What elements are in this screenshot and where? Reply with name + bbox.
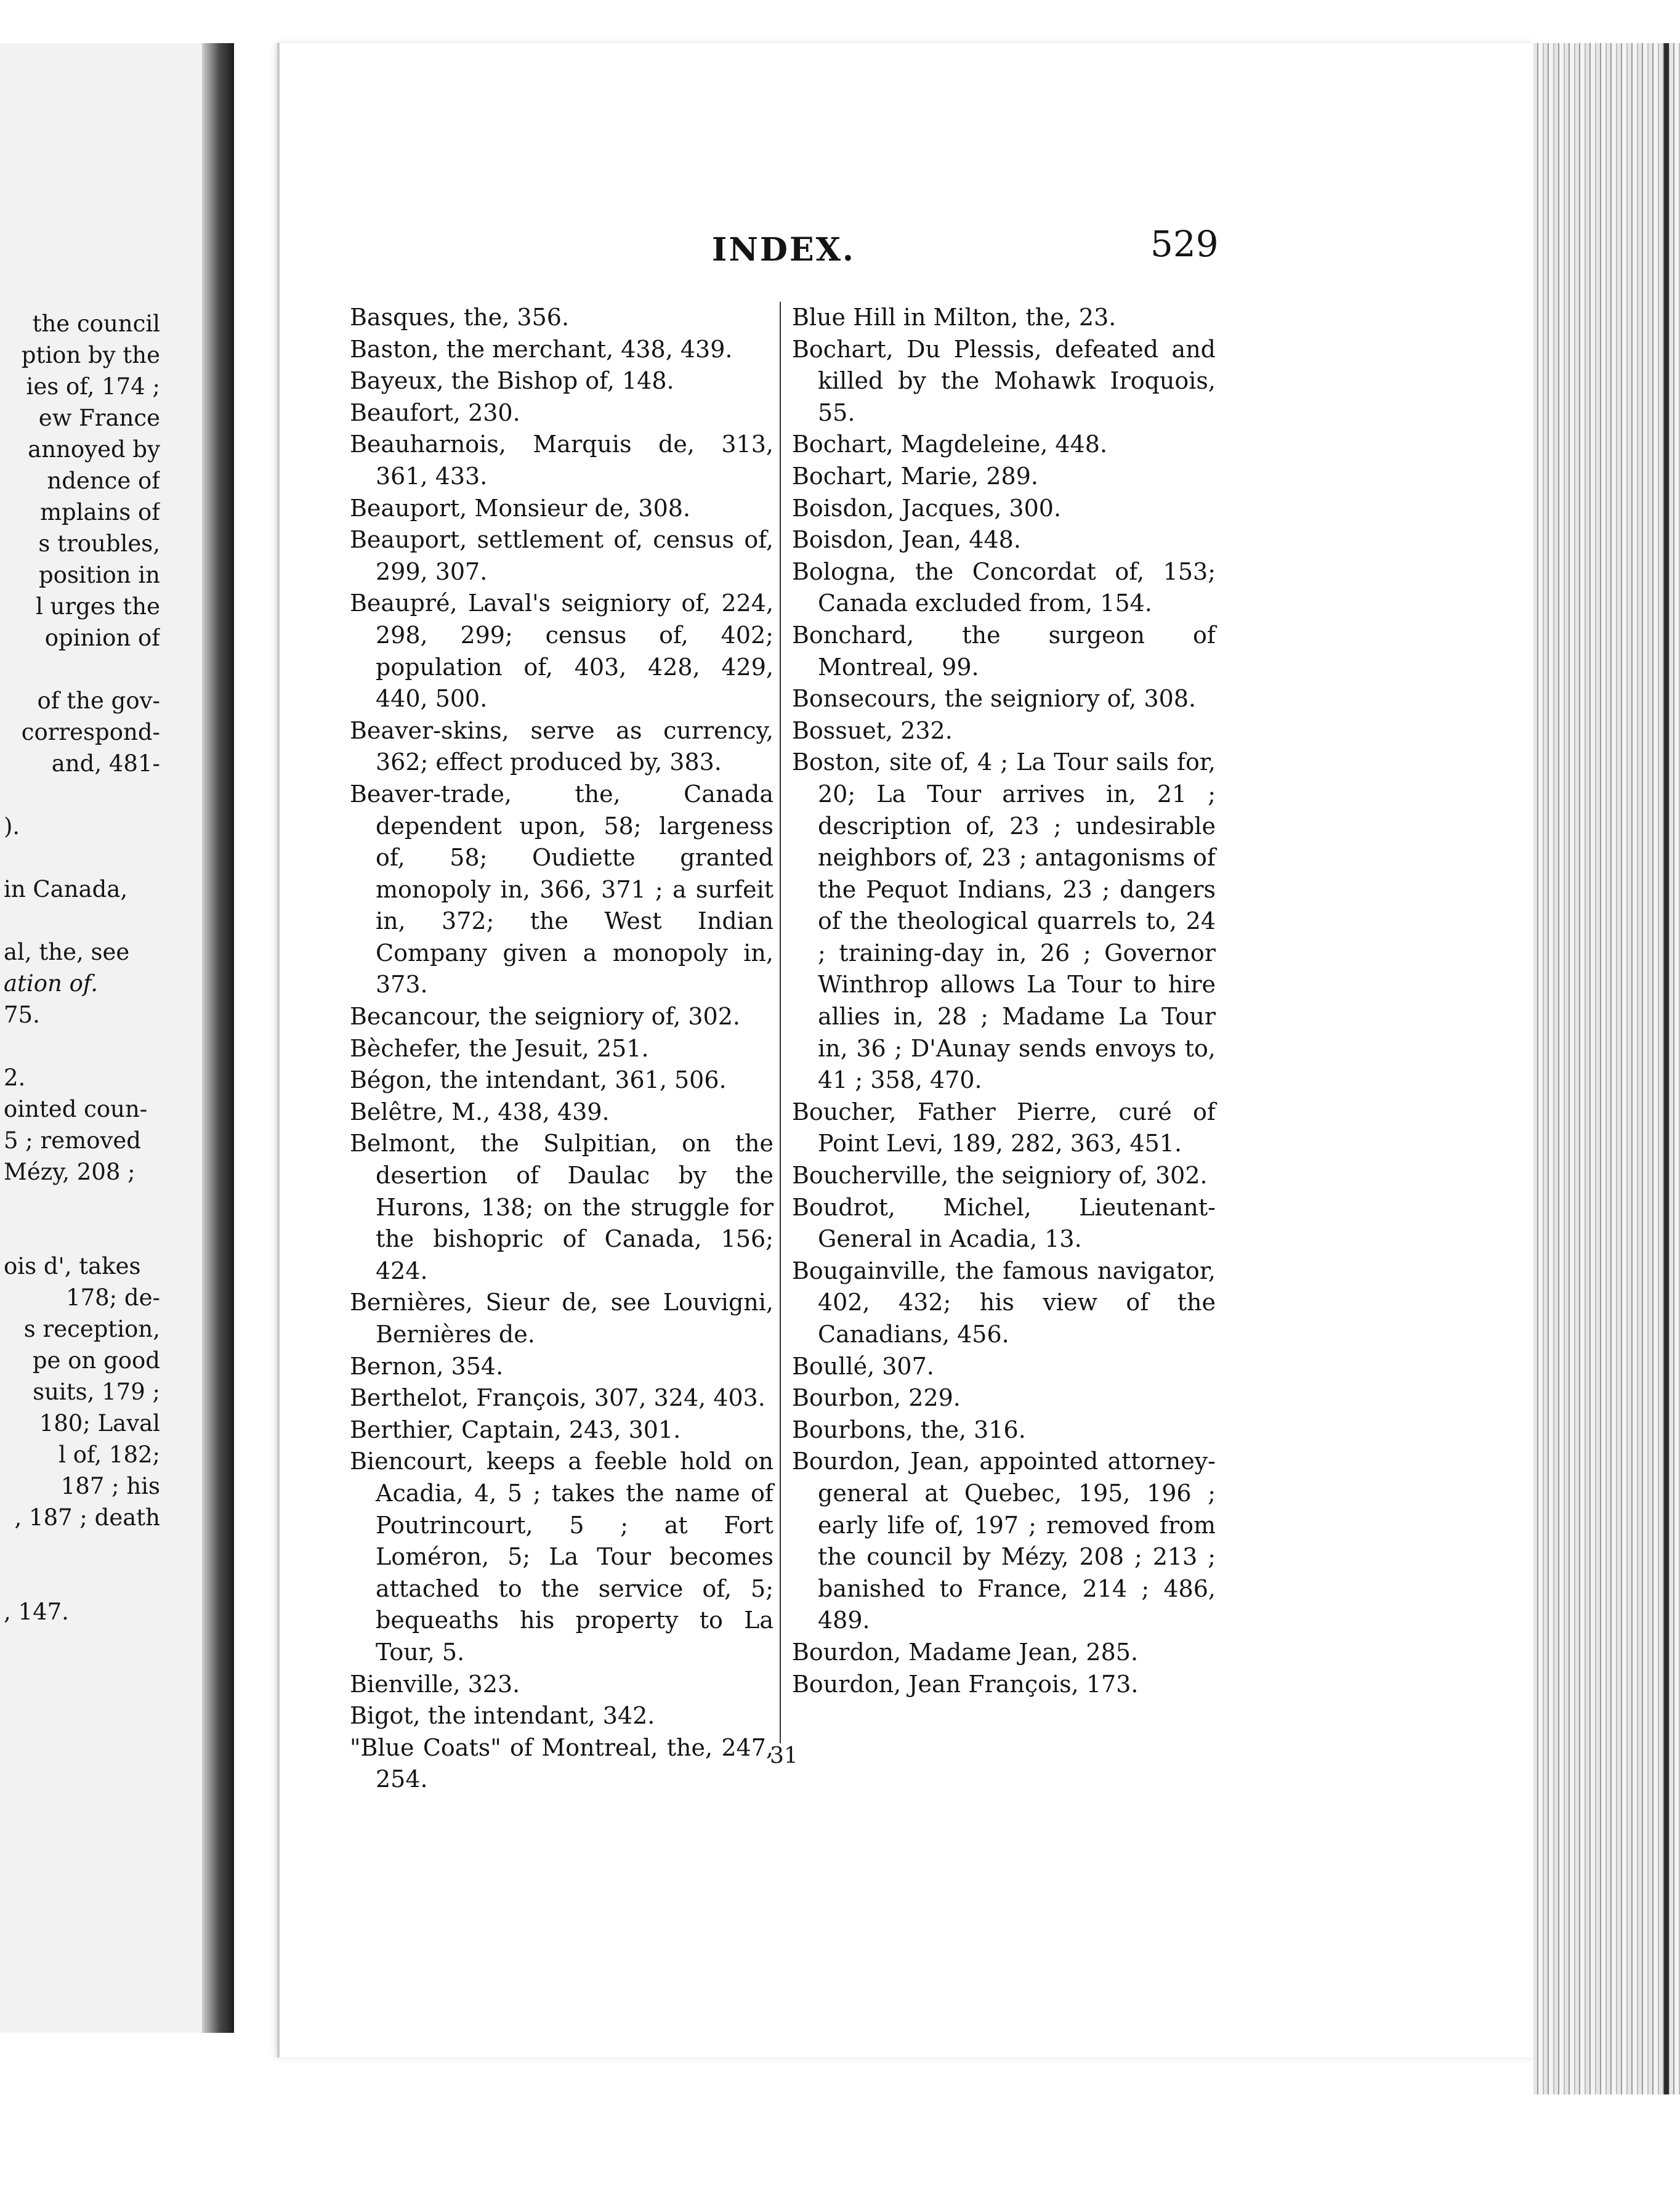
left-line: pe on good [32, 1347, 160, 1374]
index-entry: Beaver-skins, serve as currency, 362; effect produced by, 383. [350, 716, 773, 776]
left-line: l of, 182; [59, 1441, 160, 1468]
index-entry: Boucher, Father Pierre, curé of Point Levi, 189, 282, 363, 451. [792, 1098, 1216, 1157]
index-entry: Boisdon, Jacques, 300. [792, 494, 1062, 522]
left-line: annoyed by [28, 436, 160, 463]
index-entry: Beauport, Monsieur de, 308. [350, 494, 691, 522]
left-line: Mézy, 208 ; [4, 1159, 135, 1185]
left-line: 180; Laval [39, 1410, 160, 1437]
book-gutter-shadow [202, 43, 234, 2033]
left-line: ation of. [4, 970, 99, 997]
index-entry: Bourbons, the, 316. [792, 1416, 1026, 1443]
index-entry: Bologna, the Concordat of, 153; Canada excluded from, 154. [792, 557, 1216, 617]
index-entry: Bernon, 354. [350, 1352, 504, 1380]
index-entry: Boudrot, Michel, Lieutenant-General in Acadia, 13. [792, 1193, 1216, 1253]
index-entry: Bigot, the intendant, 342. [350, 1702, 655, 1730]
index-entry: Bourdon, Madame Jean, 285. [792, 1638, 1139, 1666]
left-line-gap [0, 1031, 160, 1062]
index-entry: Bayeux, the Bishop of, 148. [350, 367, 674, 395]
index-entry: Boston, site of, 4 ; La Tour sails for, 20; La Tour arrives in, 21 ; description of, 23 ; undesirable neighbors of, 23 ; antagonisms of the Pequot Indians, 23 ; dangers of the theological quarrels to, 24 ; training-day in, 26 ; Governor Winthrop allows La Tour to hire allies in, 28 ; Madame La Tour in, 36 ; D'Aunay sends envoys to, 41 ; 358, 470. [792, 748, 1216, 1094]
left-line: 178; de- [66, 1284, 160, 1311]
left-line: ointed coun- [4, 1096, 148, 1122]
index-entry: Bernières, Sieur de, see Louvigni, Bernières de. [350, 1289, 773, 1348]
left-line: ois d', takes [4, 1253, 141, 1279]
left-line: 5 ; removed [4, 1127, 141, 1154]
index-entry: Berthier, Captain, 243, 301. [350, 1416, 681, 1443]
index-entry: Bienville, 323. [350, 1670, 520, 1698]
index-entry: Bonsecours, the seigniory of, 308. [792, 685, 1197, 713]
page-edge [1533, 43, 1680, 2094]
index-entry: Bochart, Magdeleine, 448. [792, 431, 1108, 458]
left-line-gap [0, 1188, 160, 1219]
left-line: , 187 ; death [14, 1504, 160, 1531]
index-entry: Beauharnois, Marquis de, 313, 361, 433. [350, 431, 773, 490]
index-entry: Becancour, the seigniory of, 302. [350, 1003, 740, 1031]
index-column-left [350, 302, 773, 1796]
index-entry: Boucherville, the seigniory of, 302. [792, 1162, 1208, 1190]
left-line: correspond- [21, 719, 160, 745]
index-entry: Biencourt, keeps a feeble hold on Acadia, 4, 5 ; takes the name of Poutrincourt, 5 ; at Fort Loméron, 5; La Tour becomes attached to the service of, 5; bequeaths his property to La Tour, 5. [350, 1448, 773, 1666]
index-entry: Bochart, Marie, 289. [792, 462, 1038, 490]
page-number: 529 [1150, 223, 1219, 265]
column-rule [780, 302, 781, 1743]
left-line: suits, 179 ; [33, 1379, 160, 1405]
index-entry: Beauport, settlement of, census of, 299, 307. [350, 526, 773, 585]
index-entry: Bourdon, Jean François, 173. [792, 1670, 1139, 1698]
left-line: ies of, 174 ; [26, 373, 160, 400]
left-line: 187 ; his [60, 1473, 160, 1499]
left-line-gap [0, 654, 160, 685]
index-entry: Boullé, 307. [792, 1352, 934, 1380]
index-entry: Baston, the merchant, 438, 439. [350, 335, 733, 363]
left-line: s reception, [23, 1316, 160, 1342]
index-entry: Bonchard, the surgeon of Montreal, 99. [792, 621, 1216, 681]
book-spine-edge [1664, 43, 1669, 2094]
left-line-gap [0, 1219, 160, 1251]
left-line: ew France [38, 405, 160, 431]
left-line: in Canada, [4, 876, 128, 902]
left-line: and, 481- [51, 750, 160, 777]
index-entry: Beaver-trade, the, Canada dependent upon, 58; largeness of, 58; Oudiette granted monopoly in, 366, 371 ; a surfeit in, 372; the West Indian Company given a monopoly in, 373. [350, 780, 773, 999]
page-title: INDEX. [712, 231, 856, 269]
left-line: l urges the [35, 593, 160, 620]
left-line: 75. [4, 1002, 40, 1028]
index-entry: Bougainville, the famous navigator, 402, 432; his view of the Canadians, 456. [792, 1257, 1216, 1348]
index-entry: Berthelot, François, 307, 324, 403. [350, 1384, 765, 1412]
left-page-text [0, 308, 160, 1628]
left-line-gap [0, 1565, 160, 1596]
left-line-gap [0, 1533, 160, 1565]
index-entry: "Blue Coats" of Montreal, the, 247, 254. [350, 1733, 773, 1793]
index-entry: Beaupré, Laval's seigniory of, 224, 298, 299; census of, 402; population of, 403, 428, 429, 440, 500. [350, 590, 773, 713]
left-line: ption by the [21, 342, 160, 368]
left-line: the council [32, 310, 160, 337]
index-entry: Bourbon, 229. [792, 1384, 961, 1412]
signature-mark: 31 [770, 1743, 798, 1769]
index-entry: Bèchefer, the Jesuit, 251. [350, 1034, 649, 1062]
index-entry: Beaufort, 230. [350, 399, 520, 426]
left-line: opinion of [44, 625, 160, 651]
left-line: al, the, see [4, 939, 130, 965]
index-entry: Belêtre, M., 438, 439. [350, 1098, 610, 1125]
left-page [0, 43, 234, 2033]
left-line: position in [38, 562, 160, 588]
left-line-gap [0, 842, 160, 874]
left-line: ). [4, 813, 20, 840]
index-entry: Bégon, the intendant, 361, 506. [350, 1066, 727, 1094]
index-entry: Bourdon, Jean, appointed attorney-general at Quebec, 195, 196 ; early life of, 197 ; removed from the council by Mézy, 208 ; 213 ; banished to France, 214 ; 486, 489. [792, 1448, 1216, 1634]
index-entry: Bossuet, 232. [792, 716, 953, 744]
left-line-gap [0, 905, 160, 936]
left-line: ndence of [47, 468, 160, 494]
left-line: of the gov- [37, 687, 160, 714]
left-line: 2. [4, 1064, 26, 1091]
left-line: , 147. [4, 1599, 69, 1625]
left-line: s troubles, [38, 530, 160, 557]
index-entry: Blue Hill in Milton, the, 23. [792, 304, 1117, 331]
index-entry: Boisdon, Jean, 448. [792, 526, 1021, 554]
left-line: mplains of [39, 499, 160, 525]
left-line-gap [0, 779, 160, 811]
index-column-right [792, 302, 1216, 1700]
index-entry: Bochart, Du Plessis, defeated and killed by the Mohawk Iroquois, 55. [792, 335, 1216, 426]
index-entry: Basques, the, 356. [350, 304, 570, 331]
index-entry: Belmont, the Sulpitian, on the desertion of Daulac by the Hurons, 138; on the struggle for the bishopric of Canada, 156; 424. [350, 1130, 773, 1284]
